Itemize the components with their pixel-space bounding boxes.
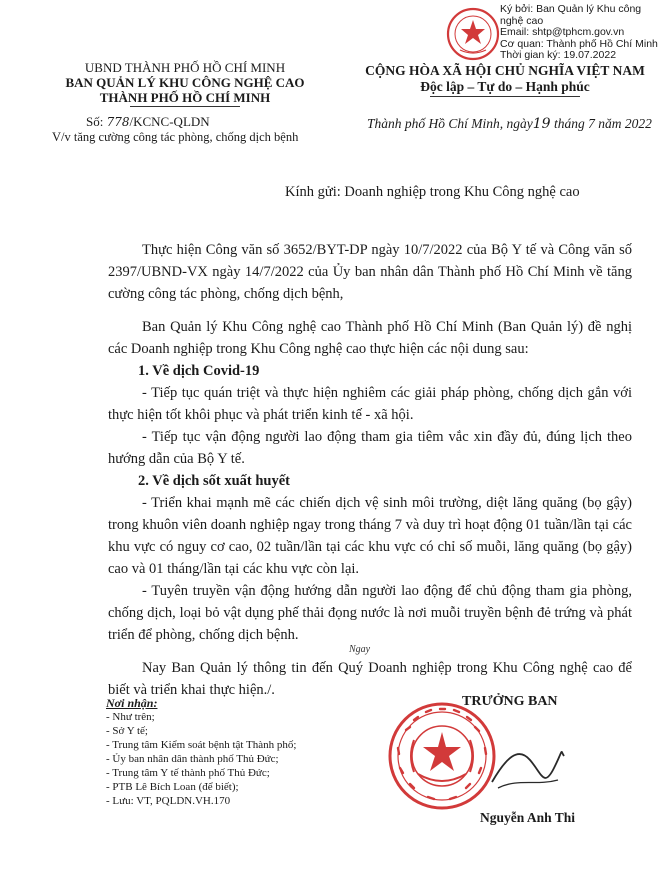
recipient-item: - PTB Lê Bích Loan (để biết); xyxy=(106,781,239,793)
recipient-item: - Ủy ban nhân dân thành phố Thủ Đức; xyxy=(106,753,279,765)
signer-title: TRƯỞNG BAN xyxy=(462,694,558,709)
handwritten-signature-icon xyxy=(488,738,568,798)
digital-signature-seal-icon xyxy=(446,6,500,62)
section-heading-dengue: 2. Về dịch sốt xuất huyết xyxy=(138,473,290,489)
recipient-item: - Trung tâm Y tế thành phố Thủ Đức; xyxy=(106,767,270,779)
issuing-agency-header xyxy=(40,60,330,107)
date-day-handwritten: 19 xyxy=(532,116,551,132)
number-prefix: Số: xyxy=(86,114,104,129)
paragraph-covid-2: - Tiếp tục vận động người lao động tham gia tiêm vắc xin đầy đủ, đúng lịch theo hướng dẫn của Bộ Y tế. xyxy=(108,429,632,467)
national-header xyxy=(345,63,665,97)
signature-line: Email: shtp@tphcm.gov.vn xyxy=(500,26,625,39)
agency-city: THÀNH PHỐ HỒ CHÍ MINH xyxy=(99,90,271,105)
signature-line: Ký bởi: Ban Quản lý Khu công xyxy=(500,3,642,15)
handwritten-initials: Ngay xyxy=(349,644,371,655)
paragraph-dengue-2: - Tuyên truyền vận động hướng dẫn người lao động để chủ động tham gia phòng, chống dịch, loại bỏ vật dụng phế thải đọng nước là nơi muỗi truyền bệnh đẻ trứng và phát triển để phòng, chống dịch bệnh. xyxy=(108,583,632,643)
national-title: CỘNG HÒA XÃ HỘI CHỦ NGHĨA VIỆT NAM xyxy=(365,63,645,78)
number-suffix: /KCNC-QLDN xyxy=(129,114,210,129)
signature-line: Thời gian ký: 19.07.2022 xyxy=(500,49,617,62)
official-seal-icon xyxy=(384,700,500,812)
signature-line: nghệ cao xyxy=(500,14,544,27)
recipient-item: - Sở Y tế; xyxy=(106,725,148,737)
recipient-item: - Lưu: VT, PQLDN.VH.170 xyxy=(106,795,231,807)
date-prefix: Thành phố Hồ Chí Minh, ngày xyxy=(367,116,533,131)
signer-name: Nguyễn Anh Thi xyxy=(480,810,576,825)
recipient-item: - Như trên; xyxy=(106,711,155,723)
national-motto: Độc lập – Tự do – Hạnh phúc xyxy=(420,79,590,94)
agency-name: BAN QUẢN LÝ KHU CÔNG NGHỆ CAO xyxy=(65,75,305,90)
motto-underline xyxy=(430,96,580,97)
date-suffix: tháng 7 năm 2022 xyxy=(553,116,652,131)
recipients-title: Nơi nhận: xyxy=(106,696,158,710)
paragraph-covid-1: - Tiếp tục quán triệt và thực hiện nghiêm các giải pháp phòng, chống dịch gắn với thực hiện tốt khôi phục và phát triển kinh tế - xã hội. xyxy=(108,385,632,423)
document-subject: V/v tăng cường công tác phòng, chống dịch bệnh xyxy=(52,130,299,144)
section-heading-covid: 1. Về dịch Covid-19 xyxy=(138,363,260,379)
paragraph-dengue-1: - Triển khai mạnh mẽ các chiến dịch vệ sinh môi trường, diệt lăng quăng (bọ gậy) trong khuôn viên doanh nghiệp ngay trong tháng 7 và duy trì hoạt động 01 tuần/lần tại các khu vực có nguy cơ cao, 02 tuần/lần tại các khu vực có chỉ số muỗi, lăng quăng (bọ gậy) cao và 01 tháng/lần tại các khu vực còn lại. xyxy=(108,495,632,577)
paragraph-closing: Nay Ban Quản lý thông tin đến Quý Doanh nghiệp trong Khu Công nghệ cao để biết và triển khai thực hiện./. xyxy=(108,660,632,698)
recipients-list xyxy=(106,696,366,808)
digital-signature-info xyxy=(500,4,668,62)
paragraph-intro: Thực hiện Công văn số 3652/BYT-DP ngày 10/7/2022 của Bộ Y tế và Công văn số 2397/UBND-VX ngày 14/7/2022 của Ủy ban nhân dân Thành phố Hồ Chí Minh về tăng cường công tác phòng, chống dịch bệnh, xyxy=(108,242,632,302)
document-number xyxy=(86,114,210,130)
recipient-item: - Trung tâm Kiểm soát bệnh tật Thành phố; xyxy=(106,739,297,751)
number-handwritten: 778 xyxy=(106,115,130,129)
document-date xyxy=(367,116,652,132)
paragraph-request: Ban Quản lý Khu Công nghệ cao Thành phố Hồ Chí Minh (Ban Quản lý) đề nghị các Doanh nghiệp trong Khu Công nghệ cao thực hiện các nội dung sau: xyxy=(108,319,632,357)
agency-parent: UBND THÀNH PHỐ HỒ CHÍ MINH xyxy=(84,60,286,75)
recipient-line: Kính gửi: Doanh nghiệp trong Khu Công nghệ cao xyxy=(285,184,580,200)
header-underline xyxy=(130,106,240,107)
signature-line: Cơ quan: Thành phố Hồ Chí Minh xyxy=(500,37,658,50)
document-body xyxy=(108,239,632,701)
